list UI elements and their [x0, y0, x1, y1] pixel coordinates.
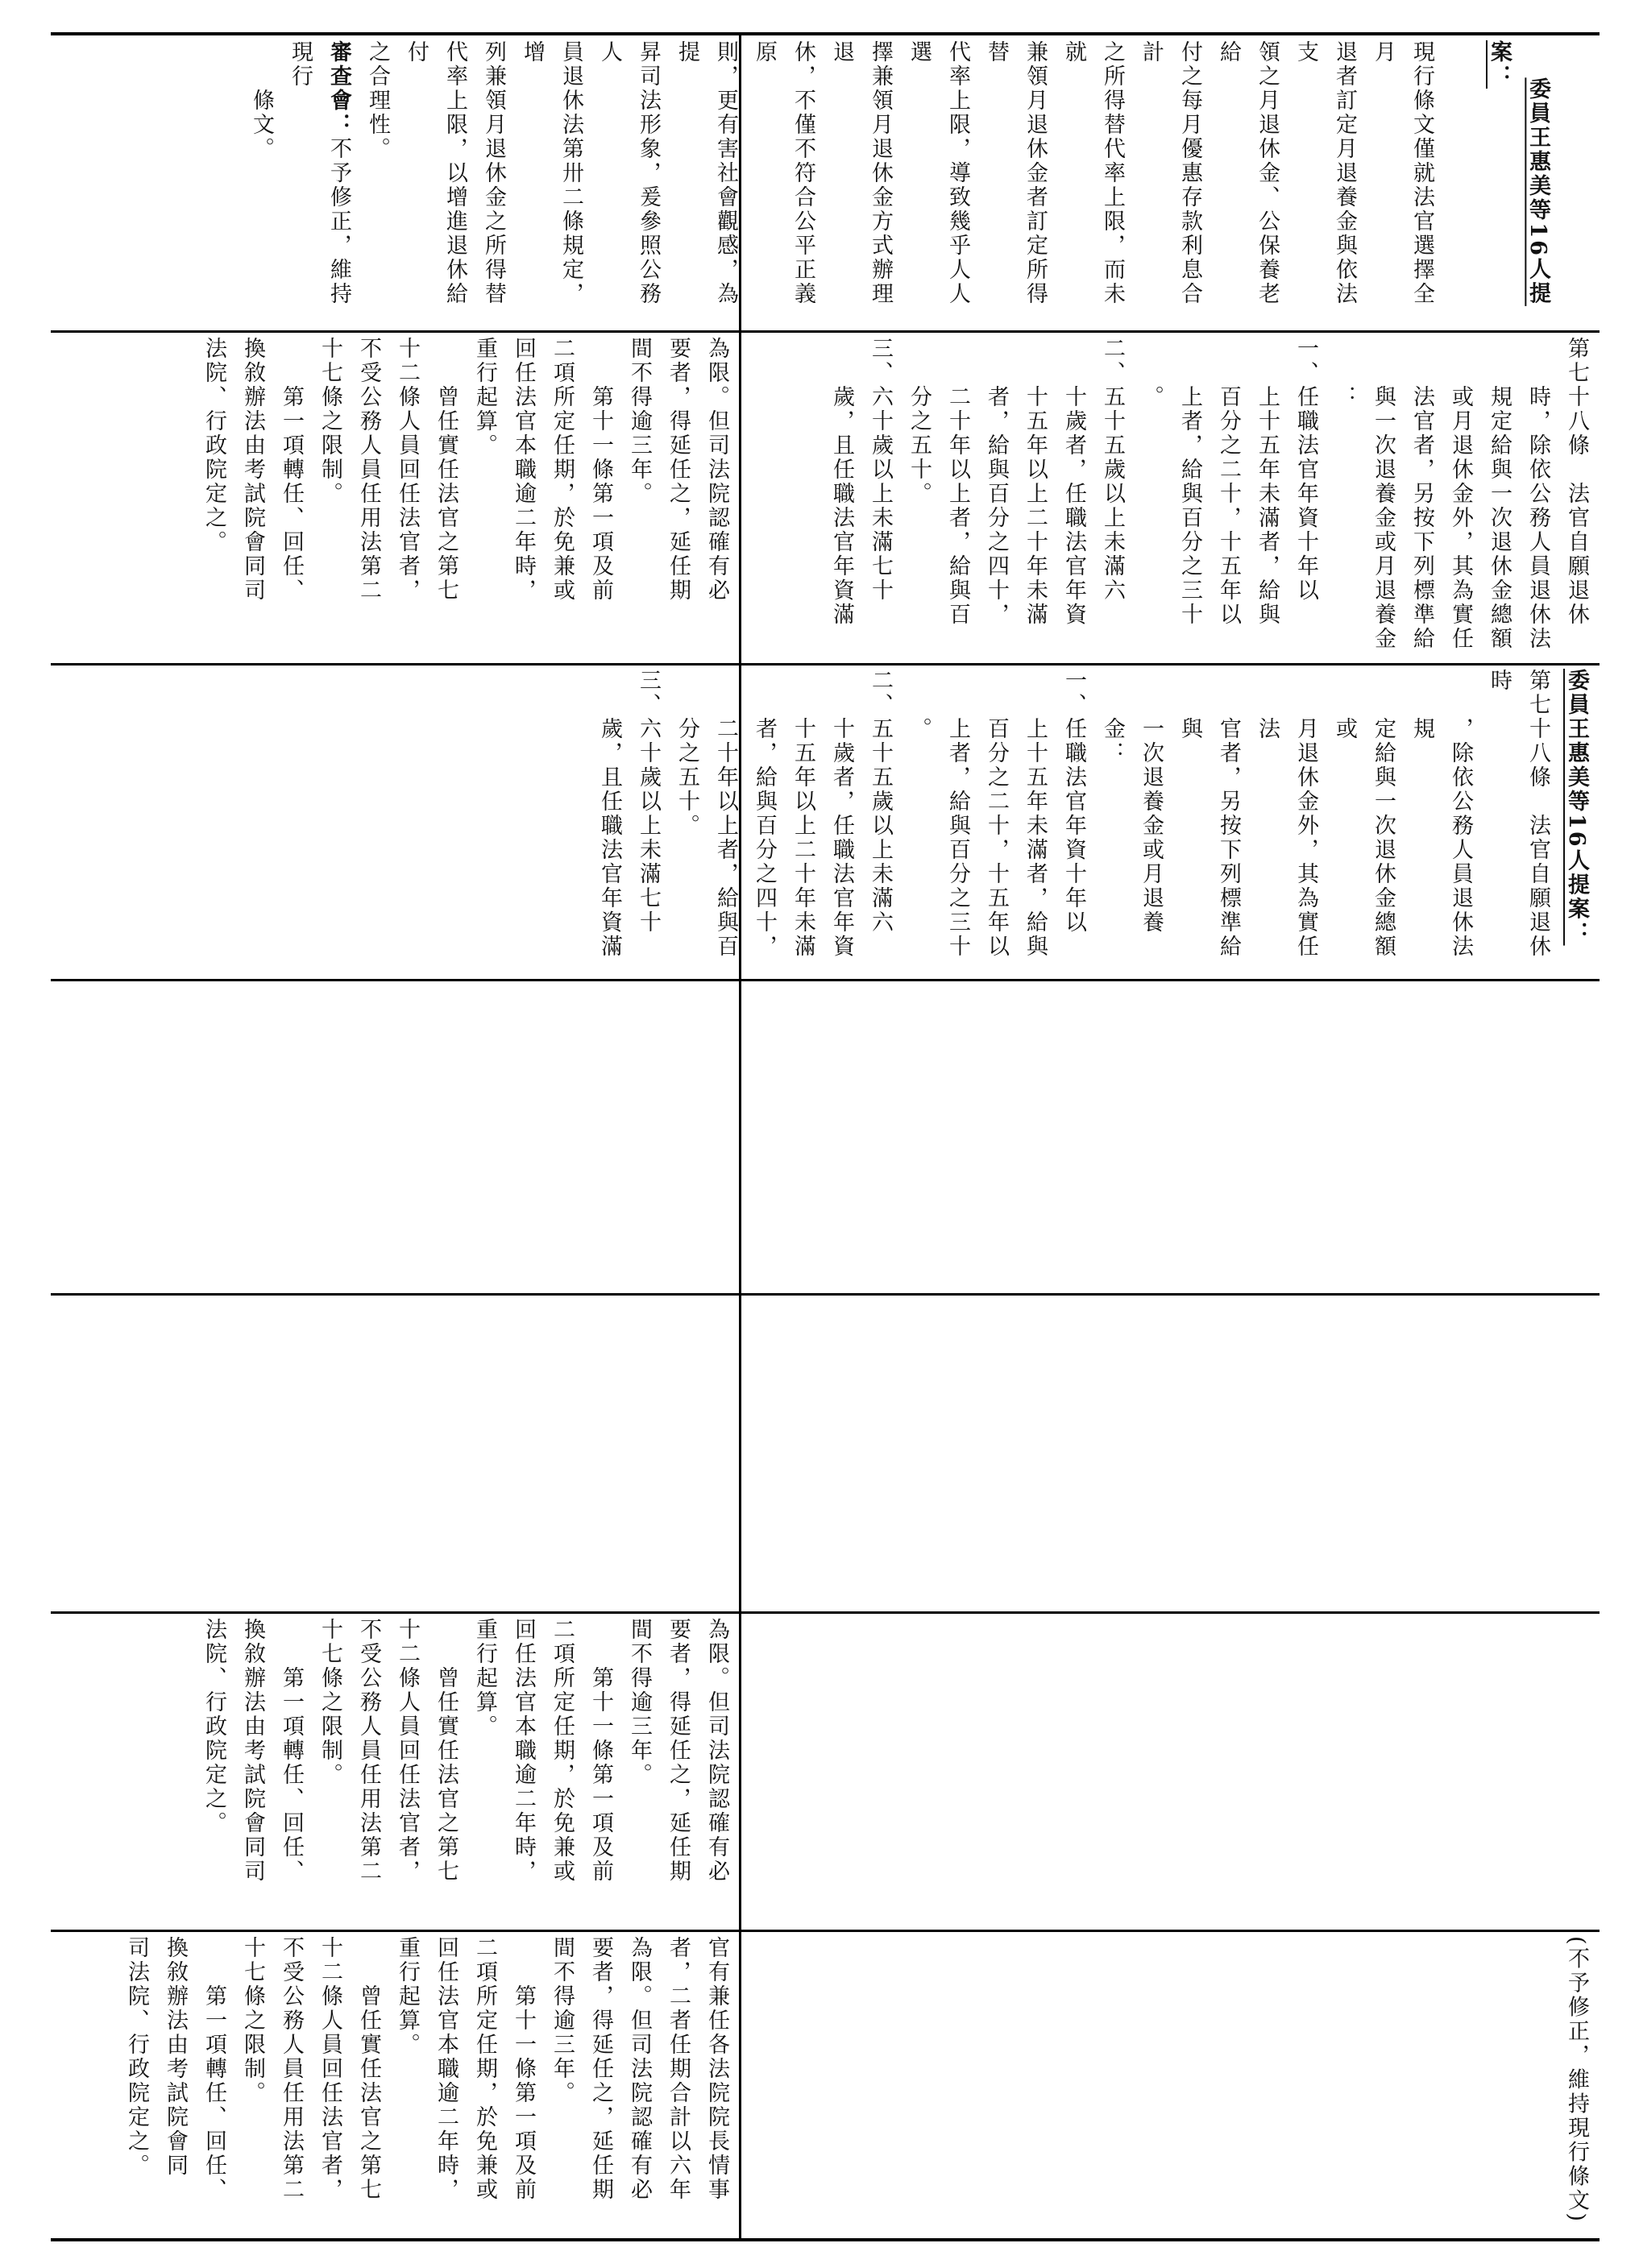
proposal-heading-2: 委員王惠美等16人提案：	[1564, 669, 1589, 946]
text-line: 第七十八條 法官自願退休時	[1487, 669, 1550, 959]
text-line: 回任法官本職逾二年時，	[511, 1618, 536, 1884]
text-line: 回任法官本職逾二年時，	[434, 1936, 459, 2202]
review-note-text: 不予修正，維持現行	[288, 40, 351, 306]
cell-current-text-2	[51, 337, 736, 659]
table-top-border	[51, 32, 1600, 35]
explanation-line: 則，更有害社會觀感，為提	[674, 40, 738, 306]
review-note-label: 審查會：	[326, 40, 351, 137]
table-bottom-border	[51, 2238, 1600, 2241]
explanation-line: 退者訂定月退養金與依法支	[1293, 40, 1357, 306]
text-line: 十二條人員回任法官者，	[317, 1936, 342, 2202]
text-line: 為限。但司法院認確有必	[704, 337, 729, 603]
text-line: 第十一條第一項及前	[511, 1984, 536, 2202]
text-line: 二項所定任期，於免兼或	[550, 1618, 575, 1884]
text-line: 為限。但司法院認確有必	[627, 1936, 652, 2202]
text-line: 回任法官本職逾二年時，	[511, 337, 536, 603]
explanation-line: 休，不僅不符合公平正義原	[752, 40, 815, 306]
text-line: 者，二者任期合計以六年	[666, 1936, 691, 2202]
review-note-cont: 條文。	[249, 89, 274, 161]
row-divider-3	[51, 979, 1600, 981]
text-line: 不受公務人員任用法第二	[356, 1618, 381, 1884]
text-line: 上十五年未滿者，給與	[1023, 717, 1048, 959]
text-line: 者，給與百分之四十，	[752, 717, 777, 959]
proposal-explanation	[1441, 40, 1595, 322]
text-line: 司法院、行政院定之。	[124, 1936, 149, 2178]
text-line: 第一項轉任、回任、	[279, 385, 304, 603]
text-line: 定給與一次退休金總額或	[1332, 717, 1396, 959]
text-line: 換敘辦法由考試院會同司	[240, 1618, 265, 1884]
text-line: 重行起算。	[472, 1618, 497, 1739]
text-line: 第一項轉任、回任、	[279, 1666, 304, 1884]
text-line: 二項所定任期，於免兼或	[550, 337, 575, 603]
row-divider-2	[51, 663, 1600, 665]
text-line: 時，除依公務人員退休法	[1525, 385, 1550, 651]
text-line: 曾任實任法官之第七	[434, 1666, 459, 1884]
text-line: 一、任職法官年資十年以	[1061, 669, 1086, 935]
text-line: 十二條人員回任法官者，	[395, 1618, 420, 1884]
text-line: 上者，給與百分之三十	[945, 717, 970, 959]
text-line: 三、六十歲以上未滿七十	[636, 669, 661, 935]
row-divider-6	[51, 1930, 1600, 1932]
text-line: 間不得逾三年。	[627, 1618, 652, 1787]
explanation-line: 代率上限，以增進退休給付	[404, 40, 467, 306]
explanation-line: 付之每月優惠存款利息合計	[1139, 40, 1202, 306]
text-line: ：	[1332, 385, 1357, 409]
text-line: 十五年以上二十年未滿	[790, 717, 815, 959]
text-line: 要者，得延任之，延任期	[666, 337, 691, 603]
cell-explanation-1	[249, 40, 1595, 326]
review-result-note: (不予修正，維持現行條文)	[1564, 1936, 1589, 2224]
cell-proposal-78	[597, 669, 1595, 975]
text-line: 間不得逾三年。	[627, 337, 652, 506]
text-line: ，除依公務人員退休法規	[1409, 717, 1473, 959]
text-line: 不受公務人員任用法第二	[279, 1936, 304, 2202]
text-line: 第七十八條 法官自願退休	[1564, 337, 1589, 627]
text-line: 三、六十歲以上未滿七十	[868, 337, 893, 603]
explanation-line: 領之月退休金、公保養老給	[1216, 40, 1280, 306]
text-line: 第十一條第一項及前	[588, 1666, 613, 1884]
text-line: 二、五十五歲以上未滿六	[1100, 337, 1125, 603]
text-line: 二十年以上者，給與百	[945, 385, 970, 627]
text-line: 十歲者，任職法官年資	[829, 717, 854, 959]
text-line: 重行起算。	[395, 1936, 420, 2057]
explanation-line: 昇司法形象，爰參照公務人	[597, 40, 661, 306]
text-line: 一、任職法官年資十年以	[1293, 337, 1318, 603]
text-line: 不受公務人員任用法第二	[356, 337, 381, 603]
text-line: 曾任實任法官之第七	[356, 1984, 381, 2202]
explanation-line: 列兼領月退休金之所得替	[481, 40, 506, 306]
text-line: 分之五十。	[907, 385, 932, 506]
text-line: 十五年以上二十年未滿	[1023, 385, 1048, 627]
cell-current-text-6	[51, 1618, 736, 1924]
text-line: 間不得逾三年。	[550, 1936, 575, 2105]
text-line: 官者，另按下列標準給與	[1177, 717, 1241, 959]
text-line: 十七條之限制。	[240, 1936, 265, 2105]
explanation-line: 代率上限，導致幾乎人人選	[907, 40, 970, 306]
text-line: 歲，且任職法官年資滿	[829, 385, 854, 627]
text-line: 者，給與百分之四十，	[984, 385, 1009, 627]
text-line: 法院、行政院定之。	[201, 337, 226, 554]
text-line: 換敘辦法由考試院會同司	[240, 337, 265, 603]
text-line: 十二條人員回任法官者，	[395, 337, 420, 603]
text-line: 要者，得延任之，延任期	[588, 1936, 613, 2202]
explanation-line: 之所得替代率上限，而未就	[1061, 40, 1125, 306]
text-line: 分之五十。	[674, 717, 699, 838]
text-line: 第十一條第一項及前	[588, 385, 613, 603]
text-line: 為限。但司法院認確有必	[704, 1618, 729, 1884]
cell-review-result	[741, 1936, 1595, 2234]
text-line: 上者，給與百分之三十	[1177, 385, 1202, 627]
review-note	[280, 40, 358, 322]
explanation-line: 兼領月退休金者訂定所得替	[984, 40, 1048, 306]
explanation-line: 員退休法第卅二條規定，增	[520, 40, 583, 306]
text-line: 法院、行政院定之。	[201, 1618, 226, 1835]
text-line: 十七條之限制。	[317, 1618, 342, 1787]
text-line: 一次退養金或月退養金：	[1100, 717, 1164, 935]
proposal-heading: 委員王惠美等16人提案：	[1487, 40, 1550, 306]
cell-current-text-7	[51, 1936, 736, 2234]
text-line: 法官者，另按下列標準給	[1409, 385, 1434, 651]
text-line: 上十五年未滿者，給與	[1255, 385, 1280, 627]
row-divider-4	[51, 1293, 1600, 1296]
text-line: 曾任實任法官之第七	[434, 385, 459, 603]
text-line: 歲，且任職法官年資滿	[597, 717, 622, 959]
text-line: 重行起算。	[472, 337, 497, 458]
text-line: 月退休金外，其為實任法	[1255, 717, 1318, 959]
text-line: 要者，得延任之，延任期	[666, 1618, 691, 1884]
row-divider-1	[51, 330, 1600, 333]
text-line: 規定給與一次退休金總額	[1487, 385, 1512, 651]
text-line: 或月退休金外，其為實任	[1448, 385, 1473, 651]
text-line: 十七條之限制。	[317, 337, 342, 506]
row-divider-5	[51, 1611, 1600, 1614]
text-line: 與一次退養金或月退養金	[1371, 385, 1396, 651]
explanation-line: 擇兼領月退休金方式辦理退	[829, 40, 893, 306]
text-line: 百分之二十，十五年以	[1216, 385, 1241, 627]
text-line: 百分之二十，十五年以	[984, 717, 1009, 959]
text-line: 官有兼任各法院院長情事	[704, 1936, 729, 2202]
text-line: 第一項轉任、回任、	[201, 1984, 226, 2202]
text-line: 。	[907, 717, 932, 741]
explanation-line: 之合理性。	[365, 40, 390, 161]
text-line: 十歲者，任職法官年資	[1061, 385, 1086, 627]
cell-current-text-78	[741, 337, 1595, 659]
explanation-line: 現行條文僅就法官選擇全月	[1371, 40, 1434, 306]
text-line: 換敘辦法由考試院會同	[163, 1936, 188, 2178]
text-line: 二項所定任期，於免兼或	[472, 1936, 497, 2202]
text-line: 二十年以上者，給與百	[713, 717, 738, 959]
text-line: 。	[1139, 385, 1164, 409]
text-line: 二、五十五歲以上未滿六	[868, 669, 893, 935]
